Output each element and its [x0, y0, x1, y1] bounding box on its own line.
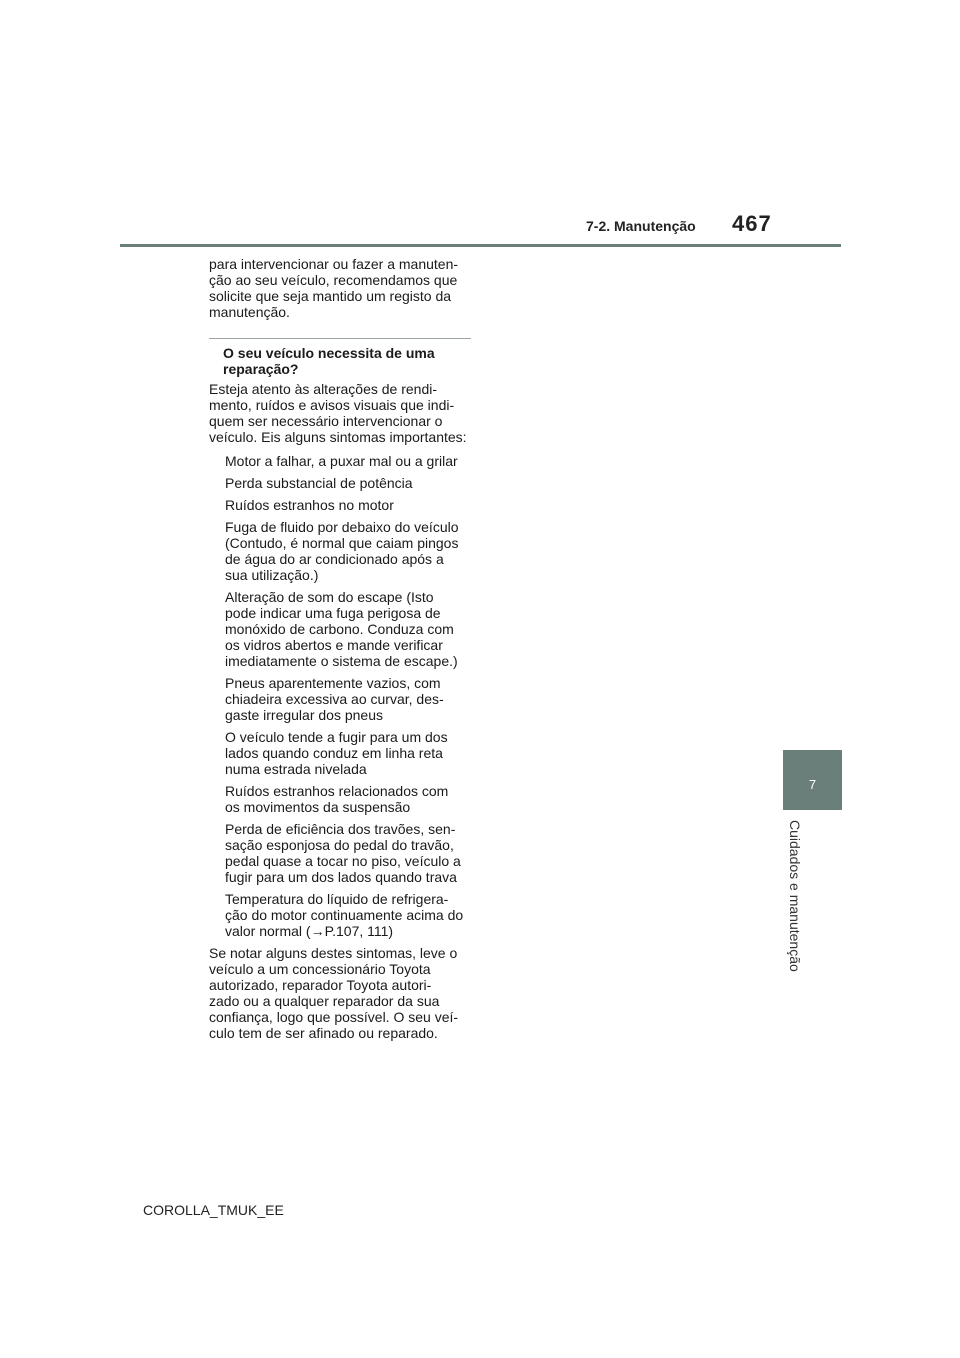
list-item: Alteração de som do escape (Isto pode indicar uma fuga perigosa de monóxido de carbono. Conduza com os vidros abertos e mande verificar imediatamente o sistema de escape.)	[225, 589, 458, 669]
list-item: O veículo tende a fugir para um dos lados quando conduz em linha reta numa estrada nivelada	[225, 729, 448, 777]
page-number: 467	[732, 211, 772, 236]
chapter-number: 7	[808, 777, 817, 792]
list-item: Ruídos estranhos no motor	[225, 497, 394, 513]
symptom-list	[209, 453, 471, 939]
lead-paragraph: Esteja atento às alterações de rendi- mento, ruídos e avisos visuais que indi- quem ser necessário intervencionar o veículo. Eis alguns sintomas importantes:	[209, 381, 467, 445]
main-content	[209, 256, 471, 1041]
list-item: Fuga de fluido por debaixo do veículo (Contudo, é normal que caiam pingos de água do ar condicionado após a sua utilização.)	[225, 519, 459, 583]
list-item: Temperatura do líquido de refrigera- ção do motor continuamente acima do valor normal (→P.107, 111)	[225, 891, 464, 939]
header-rule	[120, 244, 841, 247]
section-divider	[209, 338, 471, 339]
list-item: Pneus aparentemente vazios, com chiadeira excessiva ao curvar, des- gaste irregular dos pneus	[225, 675, 444, 723]
closing-paragraph: Se notar alguns destes sintomas, leve o veículo a um concessionário Toyota autorizado, reparador Toyota autori- zado ou a qualquer reparador da sua confiança, logo que possível. O seu veí- culo tem de ser afinado ou reparado.	[209, 945, 459, 1041]
chapter-label: Cuidados e manutenção	[787, 820, 803, 972]
subsection-heading: O seu veículo necessita de uma reparação?	[223, 345, 435, 377]
document-code: COROLLA_TMUK_EE	[143, 1202, 284, 1218]
chapter-tab	[783, 750, 842, 810]
list-item: Ruídos estranhos relacionados com os movimentos da suspensão	[225, 783, 449, 815]
list-item: Motor a falhar, a puxar mal ou a grilar	[225, 453, 458, 469]
intro-paragraph: para intervencionar ou fazer a manuten- ção ao seu veículo, recomendamos que solicite que seja mantido um registo da manutenção.	[209, 256, 459, 320]
list-item: Perda de eficiência dos travões, sen- sação esponjosa do pedal do travão, pedal quase a tocar no piso, veículo a fugir para um dos lados quando trava	[225, 821, 461, 885]
list-item: Perda substancial de potência	[225, 475, 413, 491]
section-title: 7-2. Manutenção	[586, 218, 696, 234]
